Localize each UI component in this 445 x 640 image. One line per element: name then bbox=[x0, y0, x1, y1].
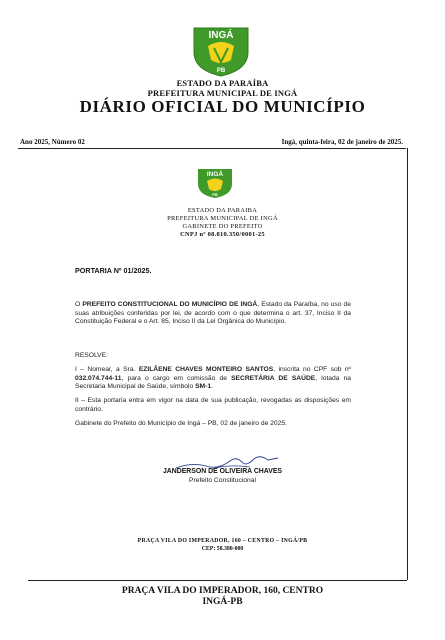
logo-text: INGÁ bbox=[208, 30, 234, 41]
intro-paragraph: O PREFEITO CONSTITUCIONAL DO MUNICÍPIO DE INGÁ, Estado da Paraíba, no uso de suas atribuições conferidas por lei, de acordo com o que determina o art. 37, Inciso II da Constituição Federal e o Art. 85, Inciso II da Lei Orgânica do Município. bbox=[75, 301, 351, 326]
edition-number: Ano 2025, Número 02 bbox=[20, 138, 85, 146]
divider-top bbox=[18, 148, 406, 149]
header-state: ESTADO DA PARAÍBA bbox=[176, 78, 269, 88]
inga-logo-small bbox=[194, 166, 236, 200]
inga-logo bbox=[186, 22, 256, 78]
place-date: Gabinete do Prefeito do Município de Ingá – PB, 02 de janeiro de 2025. bbox=[75, 420, 287, 427]
logo-small-sub: PB bbox=[212, 192, 218, 197]
edition-date: Ingá, quinta-feira, 02 de janeiro de 2025. bbox=[281, 138, 403, 146]
doc-prefeitura: PREFEITURA MUNICIPAL DE INGÁ bbox=[167, 215, 278, 222]
nominee-cargo: SECRETÁRIA DE SAÚDE bbox=[231, 374, 316, 382]
doc-footer-cep: CEP: 58.380-000 bbox=[201, 546, 244, 552]
doc-footer-address: PRAÇA VILA DO IMPERADOR, 160 – CENTRO – INGÁ/PB bbox=[137, 538, 308, 544]
signer-role: Prefeito Constitucional bbox=[189, 477, 256, 484]
logo-sub: PB bbox=[216, 68, 226, 74]
doc-cnpj: CNPJ nº 08.810.350/0001-25 bbox=[180, 231, 265, 238]
nominee-cpf: 032.074.744-11 bbox=[75, 374, 122, 382]
nominee-name: EZILÂENE CHAVES MONTEIRO SANTOS bbox=[138, 366, 274, 373]
doc-gabinete: GABINETE DO PREFEITO bbox=[182, 223, 263, 230]
item-2: II – Esta portaria entra em vigor na data de sua publicação, revogadas as disposições em contrário. bbox=[75, 397, 351, 413]
page-title: DIÁRIO OFICIAL DO MUNICÍPIO bbox=[79, 97, 366, 116]
signer-name: JANDERSON DE OLIVEIRA CHAVES bbox=[162, 468, 283, 475]
portaria-number: PORTARIA Nº 01/2025. bbox=[75, 266, 152, 275]
item-1: I – Nomear, a Sra. EZILÂENE CHAVES MONTEIRO SANTOS, inscrita no CPF sob nº 032.074.744-11, para o cargo em comissão de SECRETÁRIA DE SAÚDE, lotada na Secretaria Municipal de Saúde, símbolo SM-1. bbox=[75, 366, 352, 391]
resolve-label: RESOLVE: bbox=[75, 352, 108, 359]
intro-strong: PREFEITO CONSTITUCIONAL DO MUNICÍPIO DE INGÁ bbox=[82, 301, 258, 308]
doc-state: ESTADO DA PARAIBA bbox=[187, 207, 258, 214]
header-prefeitura: PREFEITURA MUNICIPAL DE INGÁ bbox=[147, 88, 298, 98]
divider-bottom bbox=[28, 580, 407, 581]
logo-small-text: INGÁ bbox=[206, 171, 224, 178]
footer-address: PRAÇA VILA DO IMPERADOR, 160, CENTRO bbox=[121, 586, 324, 596]
nominee-simbolo: SM-1 bbox=[195, 383, 212, 391]
footer-city: INGÁ-PB bbox=[202, 597, 243, 607]
